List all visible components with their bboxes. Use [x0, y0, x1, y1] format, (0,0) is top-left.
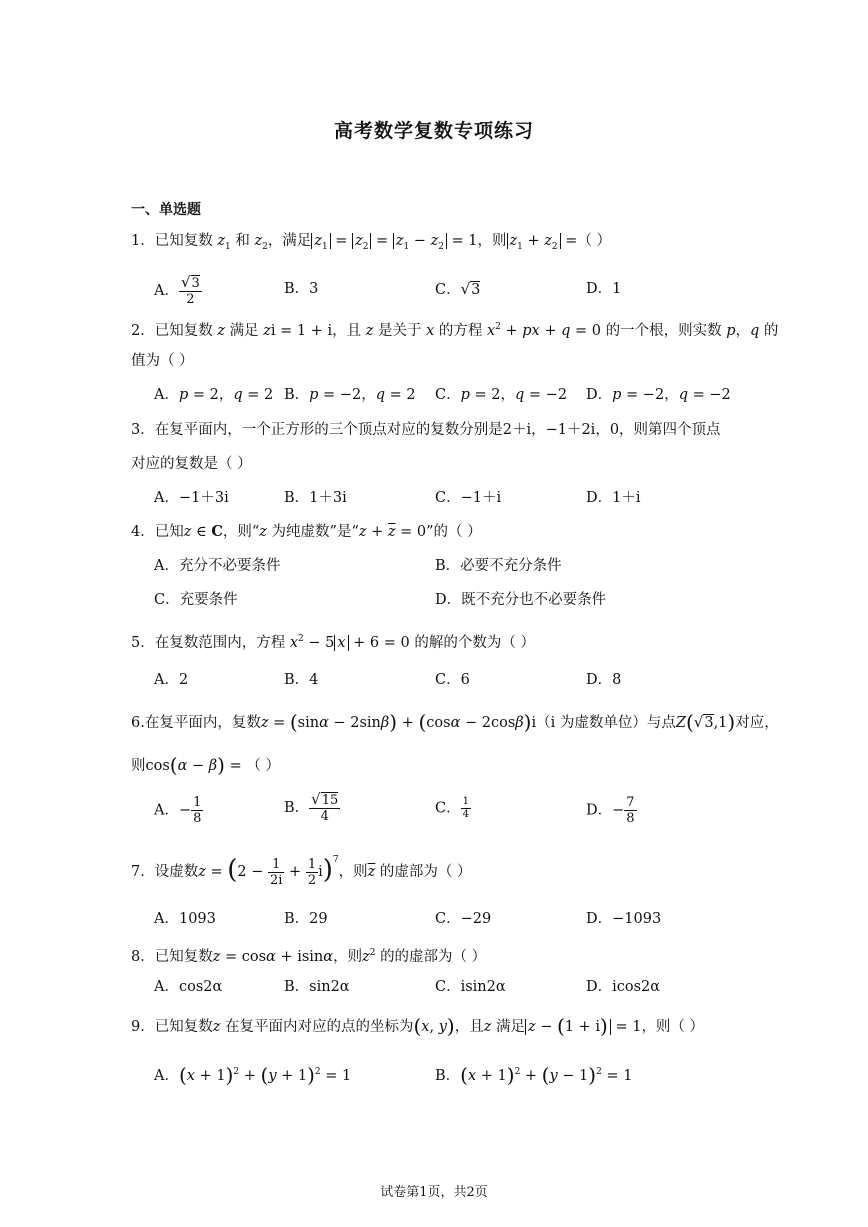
q9-text-5: ，则（ ）: [641, 1019, 705, 1035]
q5-option-c[interactable]: C．6: [435, 672, 470, 688]
option-label: B．: [435, 1067, 461, 1084]
q1-text: 已知复数: [154, 233, 213, 249]
q9-text: 已知复数: [154, 1019, 213, 1035]
q6-option-c[interactable]: C． $\frac{1}{4}$: [435, 796, 469, 820]
question-4: 4．已知z ∈ C，则“z 为纯虚数”是“$z + \overline{z} = 0$”的（ ）: [131, 523, 482, 540]
q1-option-d[interactable]: D．1: [586, 281, 622, 297]
question-2: 2．已知复数 z 满足 zi = 1 + i，且 z 是关于 x 的方程 $x^2$ + px + q = 0 的一个根，则实数 p，q 的: [131, 322, 779, 339]
q2-option-d[interactable]: D．p = −2，q = −2: [586, 387, 731, 403]
q8-option-c[interactable]: C．isin2α: [435, 979, 506, 995]
question-9: 9．已知复数z 在复平面内对应的点的坐标为(x, y)，且z 满足 z − (1 + i) = 1，则（ ）: [131, 1014, 705, 1038]
q5-option-b[interactable]: B．4: [284, 672, 319, 688]
q7-option-d[interactable]: D．−1093: [586, 911, 662, 927]
q4-text-2: ，则“: [222, 524, 260, 540]
q8-option-a[interactable]: A．cos2α: [154, 979, 223, 995]
q1-text-tail: （ ）: [577, 233, 612, 249]
question-8: 8．已知复数z = cosα + isinα，则$z^2$ 的的虚部为（ ）: [131, 948, 487, 965]
q4-option-a[interactable]: A．充分不必要条件: [154, 558, 281, 574]
q2-text-6: 的一个根，则实数: [605, 322, 722, 339]
q2-option-c[interactable]: C．p = 2，q = −2: [435, 387, 568, 403]
option-label: A．: [154, 1067, 179, 1084]
option-label: C．: [435, 800, 461, 817]
section-heading: 一、单选题: [131, 202, 201, 218]
q4-option-d[interactable]: D．既不充分也不必要条件: [435, 592, 607, 608]
question-number: 5．: [131, 634, 155, 651]
q3-option-d[interactable]: D．1＋i: [586, 490, 641, 506]
q7-option-a[interactable]: A．1093: [154, 911, 216, 927]
q7-text-3: 的虚部为（ ）: [379, 864, 472, 880]
q4-text-3: 为纯虚数”是“: [271, 524, 359, 540]
q3-option-a[interactable]: A．−1＋3i: [154, 490, 229, 506]
q6-option-a[interactable]: A．− $\frac{1}{8}$: [154, 795, 202, 826]
q3-option-c[interactable]: C．−1＋i: [435, 490, 502, 506]
q2-text-3: ，且: [332, 322, 362, 339]
question-number: 1．: [131, 233, 155, 249]
q9-text-4: 满足: [495, 1019, 525, 1035]
q7-option-c[interactable]: C．−29: [435, 911, 492, 927]
q1-option-c[interactable]: C．√3: [435, 280, 481, 298]
q6-text-5: （ ）: [246, 758, 280, 774]
q2-option-b[interactable]: B．p = −2，q = 2: [284, 387, 416, 403]
option-label: D．: [586, 387, 613, 403]
question-number: 7．: [131, 864, 155, 880]
question-number: 8．: [131, 948, 155, 965]
q4-text: 已知: [154, 524, 184, 540]
option-label: A．: [154, 802, 179, 819]
q9-option-b[interactable]: B．$(x + 1)^2 + (y - 1)^2 = 1$: [435, 1062, 633, 1087]
q5-text: 在复数范围内，方程: [154, 634, 286, 651]
option-label: B．: [284, 387, 310, 403]
q3-option-b[interactable]: B．1＋3i: [284, 490, 347, 506]
option-label: C．: [435, 387, 461, 403]
q7-text: 设虚数: [154, 864, 199, 880]
question-3: 3．在复平面内，一个正方形的三个顶点对应的复数分别是2＋i，−1＋2i，0，则第四个顶点: [131, 422, 721, 438]
option-label: A．: [154, 387, 179, 403]
q2-text: 已知复数: [154, 322, 213, 339]
q4-text-4: ”的（ ）: [426, 524, 482, 540]
q1-text-and: 和: [235, 233, 250, 249]
question-number: 2．: [131, 322, 155, 339]
q2-text-7: 的: [763, 322, 779, 339]
question-2-line-2: 值为（ ）: [131, 353, 194, 369]
q8-text-3: 的的虚部为（ ）: [380, 948, 487, 965]
q5-option-a[interactable]: A．2: [154, 672, 189, 688]
q9-option-a[interactable]: A．$(x + 1)^2 + (y + 1)^2 = 1$: [154, 1062, 352, 1087]
q2-text-5: 的方程: [438, 322, 483, 339]
question-1: 1．已知复数 $z_1$ 和 $z_2$，满足 $z_1 = z_2 = z_1 - z_2 = 1$，则 $z_1 + z_2$ =（ ）: [131, 233, 612, 252]
q8-option-b[interactable]: B．sin2α: [284, 979, 350, 995]
option-label: A．: [154, 283, 179, 299]
q5-option-d[interactable]: D．8: [586, 672, 622, 688]
q2-text-4: 是关于: [377, 322, 422, 339]
q1-text-cond: ，满足: [267, 233, 312, 249]
option-label: B．: [284, 800, 310, 816]
q5-text-2: 的解的个数为（ ）: [414, 634, 535, 651]
q6-text-4: 则: [131, 758, 146, 774]
q8-text: 已知复数: [154, 948, 213, 965]
question-6-line-2: 则cos(α − β) = （ ）: [131, 753, 280, 777]
q4-option-b[interactable]: B．必要不充分条件: [435, 558, 562, 574]
q6-option-b[interactable]: B． $\frac{√15}{4}$: [284, 790, 339, 824]
q6-option-d[interactable]: D．− $\frac{7}{8}$: [586, 795, 635, 826]
q7-text-2: ，则: [338, 864, 368, 880]
q8-text-2: ，则: [333, 948, 363, 965]
question-3-line-2: 对应的复数是（ ）: [131, 456, 252, 472]
question-5: 5．在复数范围内，方程 $x^2 - 5$ x + 6 = 0 的解的个数为（ ）: [131, 634, 535, 651]
q6-text-2: （i 为虚数单位）与点: [536, 715, 676, 731]
option-label: C．: [435, 282, 461, 298]
q8-option-d[interactable]: D．icos2α: [586, 979, 661, 995]
question-7: 7．设虚数z = (2 − $\frac{1}{2i}$ + $\frac{1}{2}$ i)$^7$，则$\overline{z}$ 的虚部为（ ）: [131, 855, 472, 888]
q7-option-b[interactable]: B．29: [284, 911, 328, 927]
q2-option-a[interactable]: A．p = 2，q = 2: [154, 387, 274, 403]
q1-option-b[interactable]: B．3: [284, 281, 319, 297]
question-number: 4．: [131, 524, 155, 540]
question-number: 9．: [131, 1019, 155, 1035]
q9-text-2: 在复平面内对应的点的坐标为: [224, 1019, 414, 1035]
option-label: D．: [586, 802, 613, 819]
q9-text-3: ，且: [454, 1019, 484, 1035]
question-number: 6.: [131, 715, 145, 731]
page-footer: 试卷第1页，共2页: [380, 1185, 488, 1200]
q2-text-2: 满足: [229, 322, 259, 339]
q4-option-c[interactable]: C．充要条件: [154, 592, 238, 608]
page-title: 高考数学复数专项练习: [333, 120, 534, 142]
q1-text-then: ，则: [477, 233, 507, 249]
q6-text: 在复平面内，复数: [144, 715, 261, 731]
q1-option-a[interactable]: A． $\frac{√3}{2}$: [154, 273, 200, 307]
q6-text-3: 对应，: [735, 715, 779, 731]
question-6: 6.在复平面内，复数z = (sinα − 2sinβ) + (cosα − 2cosβ)i（i 为虚数单位）与点Z(√3,1)对应，: [131, 710, 779, 734]
